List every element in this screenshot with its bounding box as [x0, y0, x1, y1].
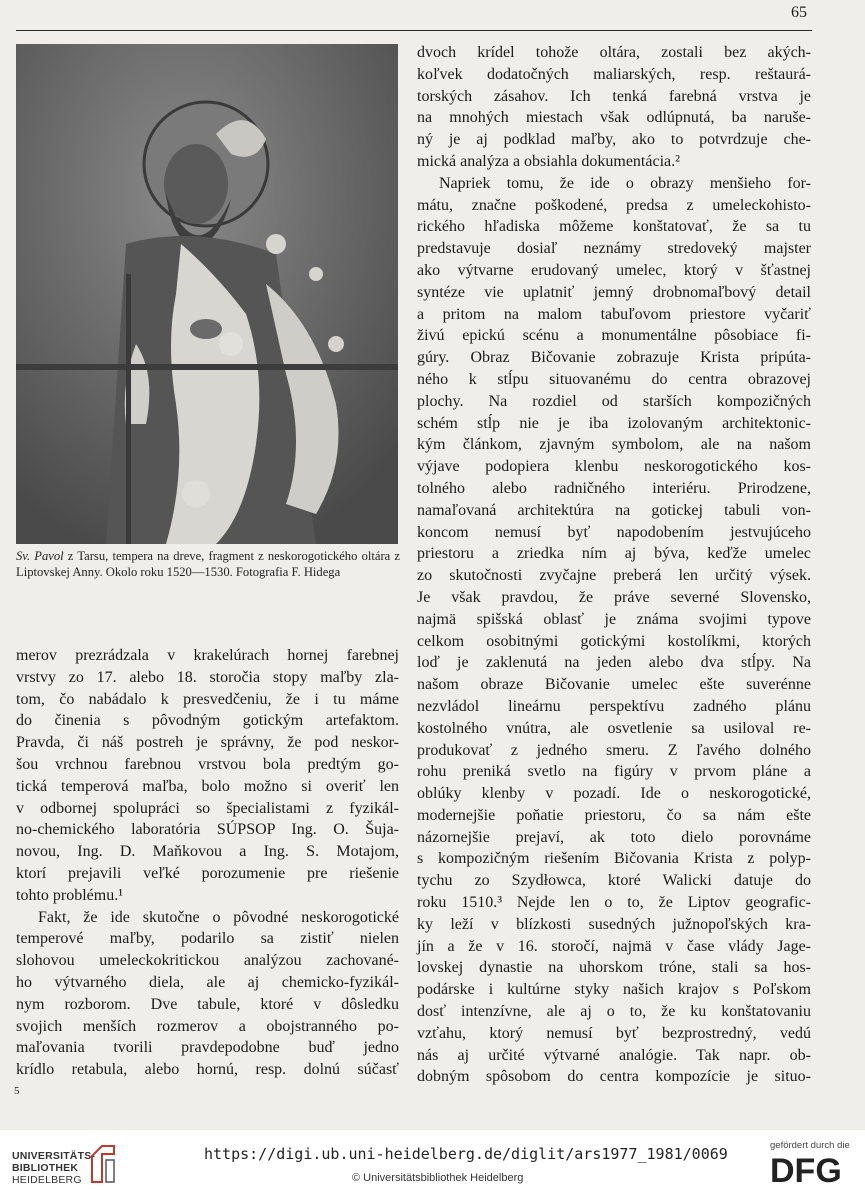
- text-line: celkom osobitnými gotickými kostolíkmi, ktorých: [417, 632, 811, 650]
- text-line: oblúky klenby v pozadí. Ide o neskorogotické,: [417, 785, 811, 803]
- text-line: ky leží v blízkosti susedných južnopoľských kra-: [417, 915, 811, 933]
- text-line: ného k stĺpu situovanému do centra obrazovej: [417, 370, 811, 388]
- text-line: mická analýza a obsiahla dokumentácia.²: [417, 152, 680, 170]
- text-line: ný je aj podklad maľby, ako to potvrdzuje che-: [417, 131, 811, 149]
- text-line: šou vrchnou farebnou vrstvou bola predtým go-: [16, 755, 399, 773]
- text-line: schém stĺp nie je iba izolovaným architektonic-: [417, 414, 811, 432]
- text-line: syntéze vie uplatniť jemný drobnomaľbový detail: [417, 283, 811, 301]
- text-line: gúry. Obraz Bičovanie zobrazuje Krista pripúta-: [417, 349, 811, 367]
- painting-photograph: [16, 44, 398, 544]
- text-line: tická temperová maľba, bolo možno si overiť len: [16, 777, 399, 795]
- text-line: a pritom na malom tabuľovom priestore vyčariť: [417, 305, 811, 323]
- left-text-column: [16, 645, 399, 1081]
- funding-label: gefördert durch die: [770, 1140, 850, 1151]
- page-number: 65: [791, 4, 807, 21]
- text-line: názornejšie prejaví, ak toto dielo porovnáme: [417, 828, 811, 846]
- text-line: jín a že v 16. storočí, najmä v čase vlády Jage-: [417, 937, 811, 955]
- figure-caption: [16, 549, 400, 580]
- text-line: najmä spišská oblasť je známa svojimi typove: [417, 610, 811, 628]
- painting-illustration: [16, 44, 398, 544]
- text-line: dosť intenzívne, ale aj o to, že ku konštatovaniu: [417, 1003, 811, 1021]
- text-line: produkovať z jedného smeru. Z ľavého dolného: [417, 741, 811, 759]
- text-line: loď je zaklenutá na jeden alebo dva stĺpy. Na: [417, 654, 811, 672]
- text-line: torských zásahov. Ich tenká farebná vrstva je: [417, 87, 811, 105]
- text-line: dobným spôsobom do centra kompozície je situo-: [417, 1068, 811, 1086]
- text-line: tohto problému.¹: [16, 886, 124, 904]
- text-line: v odbornej spolupráci so špecialistami z fyzikál-: [16, 799, 399, 817]
- text-line: tom, čo nabádalo k presvedčeniu, že i tu máme: [16, 690, 399, 708]
- text-line: novou, Ing. D. Maňkovou a Ing. S. Motajom,: [16, 843, 399, 861]
- header-rule: [16, 30, 812, 31]
- text-line: tychu zo Szydłowca, ktoré Walicki datuje do: [417, 872, 811, 890]
- dfg-logo-text: DFG: [770, 1152, 842, 1186]
- university-logo-icon: [88, 1142, 118, 1186]
- text-line: kým článkom, zjavným symbolom, ale na našom: [417, 436, 811, 454]
- text-line: plochy. Na rozdiel od starších kompozičných: [417, 392, 811, 410]
- text-line: našom obraze Bičovanie umelec ešte suverénne: [417, 676, 811, 694]
- text-line: Napriek tomu, že ide o obrazy menšieho for-: [439, 174, 811, 192]
- text-line: Pravda, či náš postreh je správny, že pod neskor-: [16, 734, 399, 752]
- text-line: ako výtvarne erudovaný umelec, ktorý v šťastnej: [417, 261, 811, 279]
- text-line: temperové maľby, podarilo sa zistiť nielen: [16, 930, 399, 948]
- text-line: vzťahu, ktorý nemusí byť bezprostredný, vedú: [417, 1024, 811, 1042]
- text-line: merov prezrádzala v krakelúrach hornej farebnej: [16, 647, 399, 664]
- text-line: krídlo retabula, alebo hornú, resp. dolnú súčasť: [16, 1061, 399, 1079]
- text-line: Je však pravdou, že práve severné Slovensko,: [417, 588, 811, 606]
- text-line: výjave podopiera klenbu neskorogotického kos-: [417, 458, 811, 476]
- text-line: ho výtvarného diela, ale aj chemicko-fyzikál-: [16, 973, 399, 991]
- text-line: Fakt, že ide skutočne o pôvodné neskorogotické: [38, 908, 399, 926]
- text-line: mátu, značne poškodené, predsa z umeleckohisto-: [417, 196, 811, 214]
- caption-title: Sv. Pavol: [16, 549, 64, 563]
- institution-line: BIBLIOTHEK: [12, 1162, 79, 1174]
- text-line: koncom nemusí byť napodobením jestvujúceho: [417, 523, 811, 541]
- text-line: priestoru a zriedka ním aj býva, keďže umelec: [417, 545, 811, 563]
- text-line: s kompozičným riešením Bičovania Krista z polyp-: [417, 850, 811, 868]
- text-line: lovskej dynastie na uhorskom tróne, stali sa hos-: [417, 959, 811, 977]
- caption-text: z Tarsu, tempera na dreve, fragment z neskorogotického oltára z Liptovskej Anny. Okolo roku 1520—1530. Fotografia F. Hidega: [16, 549, 400, 579]
- text-line: rického hľadiska môžeme konštatovať, že sa tu: [417, 218, 811, 236]
- text-line: roku 1510.³ Nejde len o to, že Liptov geografic-: [417, 894, 811, 912]
- text-line: nezvládol lineárnu perspektívu zadného plánu: [417, 697, 811, 715]
- signature-mark: 5: [14, 1085, 20, 1097]
- text-line: koľvek dodatočných maliarských, resp. reštaurá-: [417, 65, 811, 83]
- text-line: dvoch krídel tohože oltára, zostali bez akých-: [417, 44, 811, 61]
- text-line: nás aj určité výtvarné analógie. Tak napr. ob-: [417, 1046, 811, 1064]
- text-line: na mnohých miestach však odlúpnutá, ba naruše-: [417, 109, 811, 127]
- dfg-logo[interactable]: [770, 1152, 852, 1186]
- text-line: tolného alebo radničného interiéru. Prirodzene,: [417, 479, 811, 497]
- text-line: predstavuje dosiaľ neznámy stredoveký majster: [417, 240, 811, 258]
- text-line: kostolného vnútra, ale osvetlenie sa usiloval re-: [417, 719, 811, 737]
- viewer-footer: [0, 1130, 865, 1196]
- text-line: vrstvy zo 17. alebo 18. storočia stopy maľby zla-: [16, 668, 399, 686]
- text-line: slohovou umeleckokritickou analýzou zachované-: [16, 952, 399, 970]
- text-line: maľovania tvorili pravdepodobne buď jedno: [16, 1039, 399, 1057]
- text-line: no-chemického laboratória SÚPSOP Ing. O. Šuja-: [16, 821, 399, 839]
- text-line: nym rozborom. Dve tabule, ktoré v dôsledku: [16, 995, 399, 1013]
- institution-line: UNIVERSITÄTS-: [12, 1150, 96, 1162]
- text-line: do činenia s pôvodným gotickým artefaktom.: [16, 712, 399, 730]
- text-line: ktorí prejavili veľké porozumenie pre riešenie: [16, 864, 399, 882]
- institution-line: HEIDELBERG: [12, 1174, 82, 1186]
- text-line: podárske i kultúrne styky našich krajov s Poľskom: [417, 981, 811, 999]
- permalink-url[interactable]: https://digi.ub.uni-heidelberg.de/diglit/ars1977_1981/0069: [204, 1145, 728, 1163]
- text-line: modernejšie poňatie priestoru, čo sa nám ešte: [417, 806, 811, 824]
- text-line: svojich menších rozmerov a obojstranného po-: [16, 1017, 399, 1035]
- university-library-name: [12, 1150, 95, 1186]
- right-text-column: [417, 42, 811, 1088]
- text-line: rohu preniká svetlo na figúry v prvom pláne a: [417, 763, 811, 781]
- text-line: namaľovaná architektúra na gotickej tabuli von-: [417, 501, 811, 519]
- copyright-notice: © Universitätsbibliothek Heidelberg: [352, 1172, 524, 1184]
- text-line: zo skutočnosti zvyčajne preberá len určitý výsek.: [417, 567, 811, 585]
- text-line: živú epickú scénu a monumentálne pôsobiace fi-: [417, 327, 811, 345]
